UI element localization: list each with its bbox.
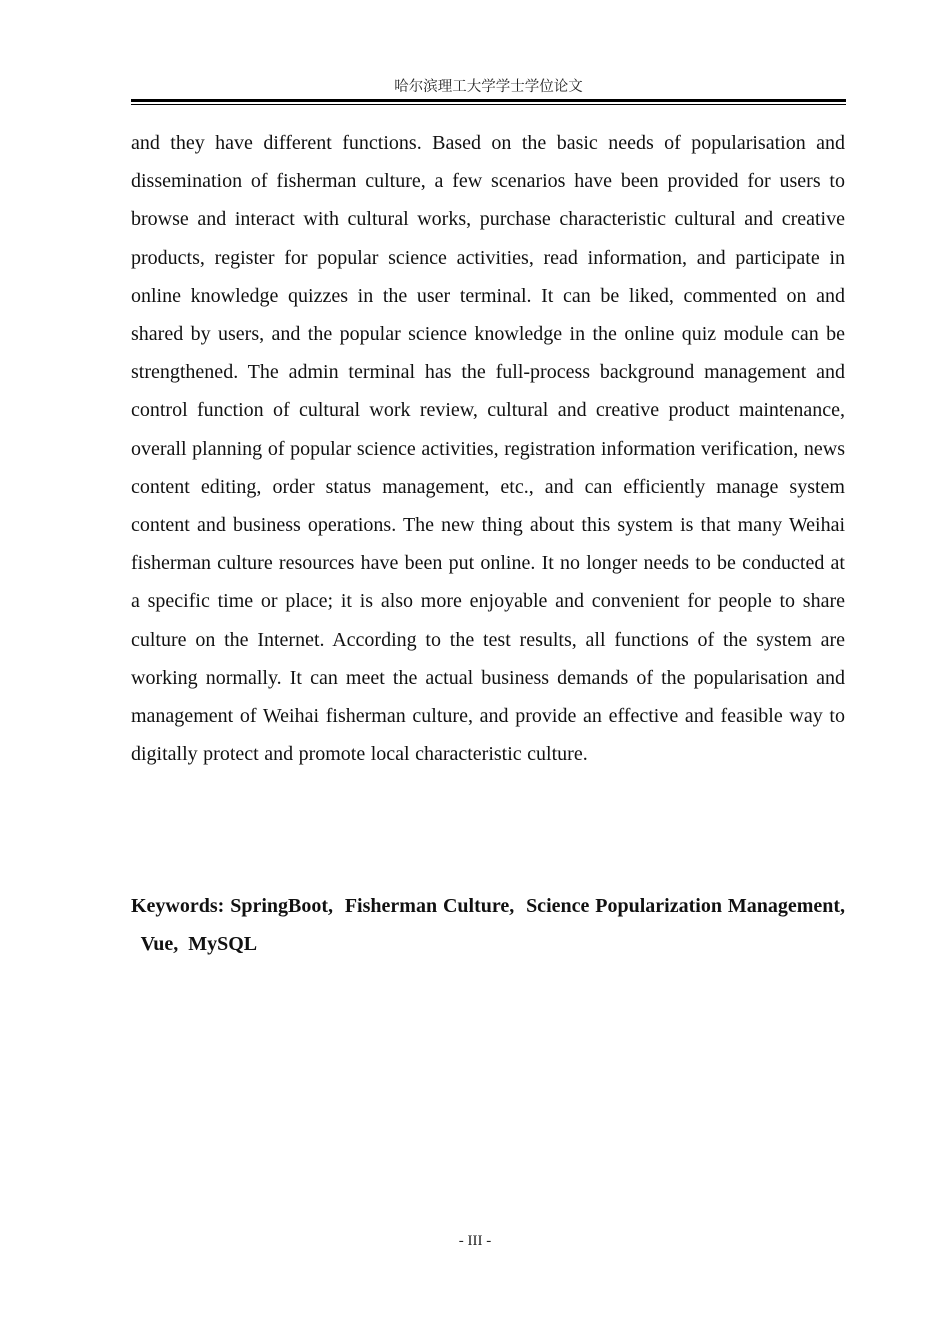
running-header: 哈尔滨理工大学学士学位论文 [394,79,583,95]
abstract-paragraph: and they have different functions. Based on the basic needs of popularisation and dissemination of fisherman culture, a few scenarios have been provided for users to browse and interact with cultural works, purchase characteristic cultural and creative products, register for popular science activities, read information, and participate in online knowledge quizzes in the user terminal. It can be liked, commented on and shared by users, and the popular science knowledge in the online quiz module can be strengthened. The admin terminal has the full-process background management and control function of cultural work review, cultural and creative product maintenance, overall planning of popular science activities, registration information verification, news content editing, order status management, etc., and can efficiently manage system content and business operations. The new thing about this system is that many Weihai fisherman culture resources have been put online. It no longer needs to be conducted at a specific time or place; it is also more enjoyable and convenient for people to share culture on the Internet. According to the test results, all functions of the system are working normally. It can meet the actual business demands of the popularisation and management of Weihai fisherman culture, and provide an effective and feasible way to digitally protect and promote local characteristic culture. [131,132,845,766]
keyword-item: Fisherman Culture, [344,895,515,917]
keyword-item: SpringBoot, [230,895,334,917]
header-rule-thin [131,104,846,105]
header-rule-thick [131,99,846,102]
keywords-label: Keywords: [131,895,225,917]
keywords-line [131,887,845,963]
keyword-item: MySQL [188,933,258,956]
page-number: - III - [458,1233,492,1249]
keyword-item: Vue, [140,933,179,956]
keyword-item: Science Popularization Management, [526,895,846,917]
